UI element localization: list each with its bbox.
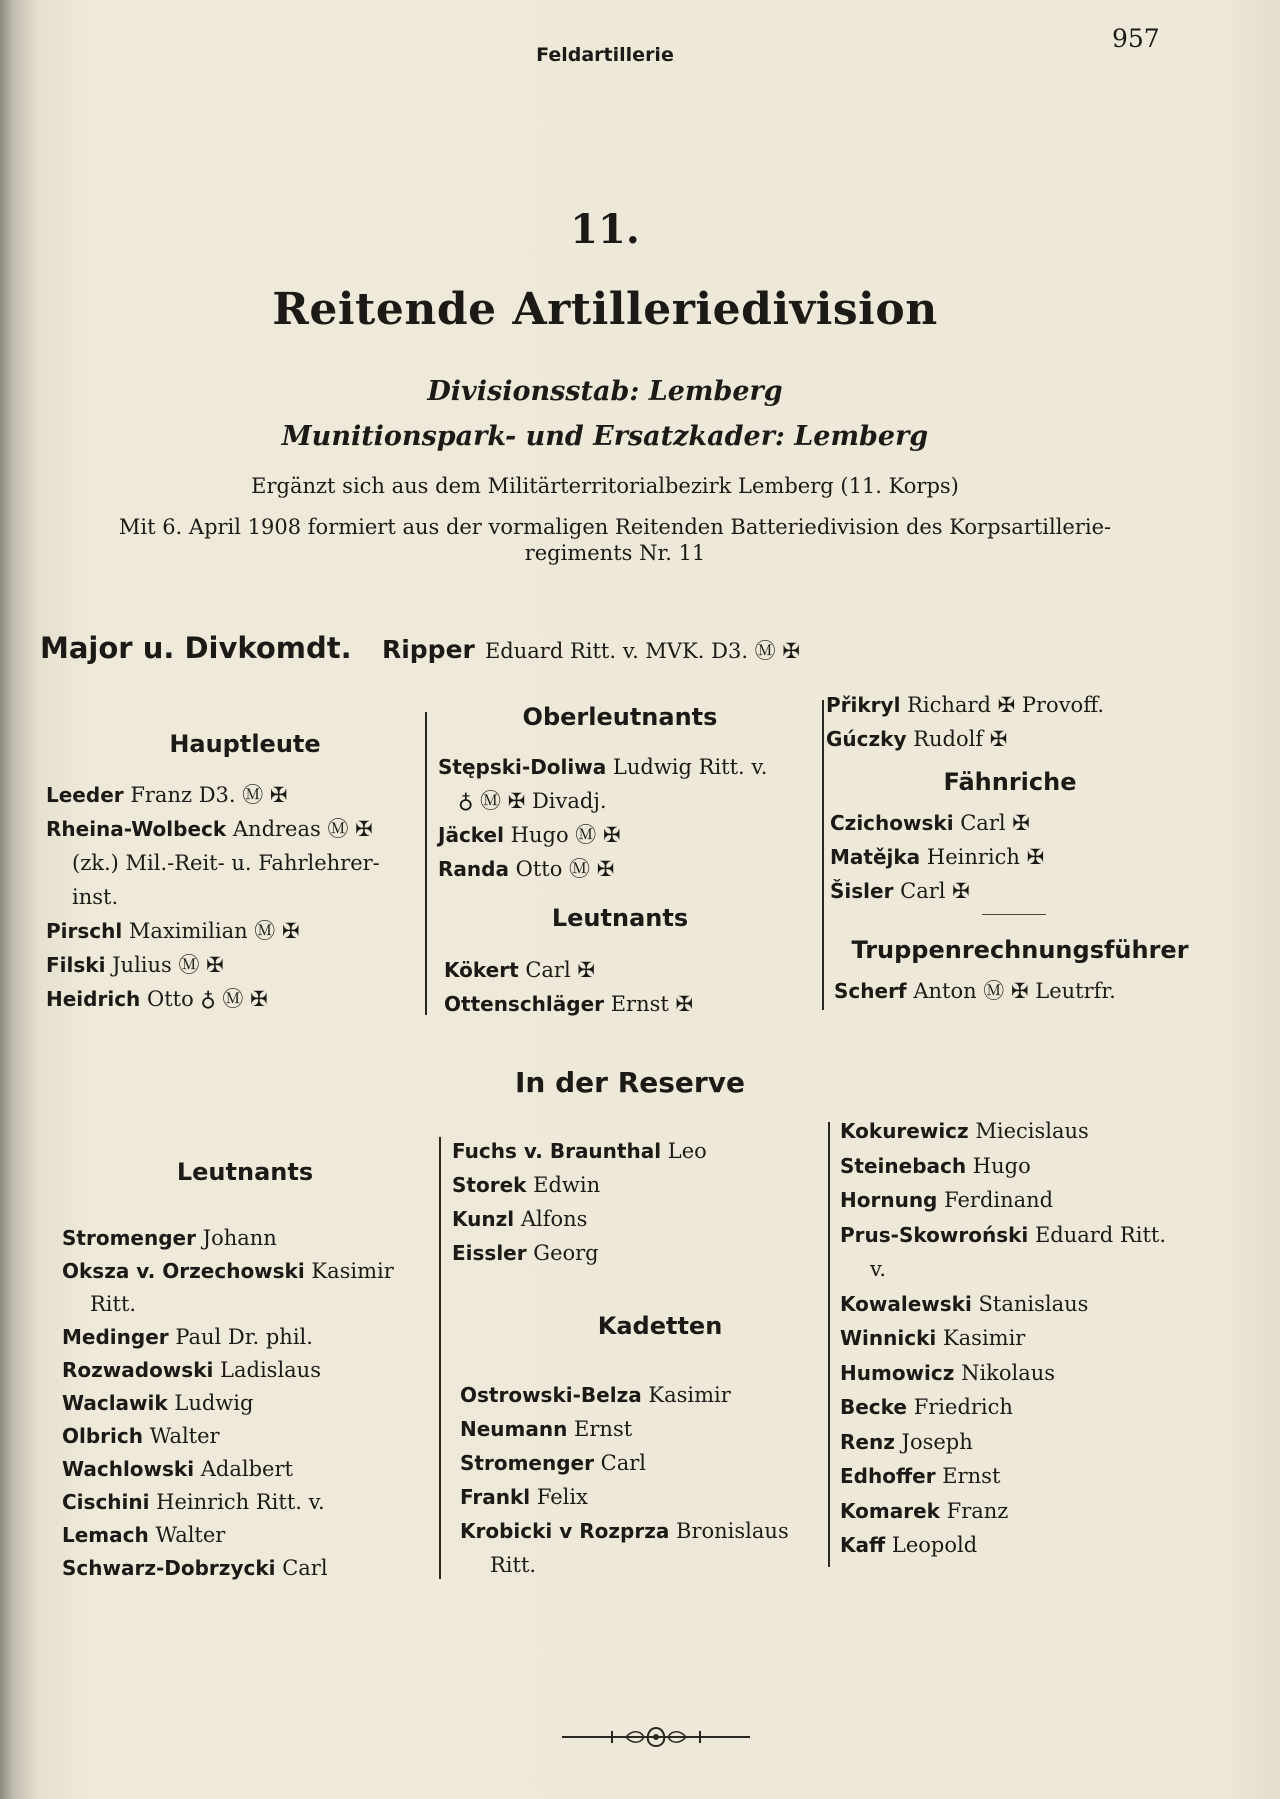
list-item: Hornung Ferdinand xyxy=(840,1188,1054,1212)
list-item: Ostrowski-Belza Kasimir xyxy=(460,1383,731,1407)
list-item: Edhoffer Ernst xyxy=(840,1464,1001,1488)
list-item: Rozwadowski Ladislaus xyxy=(62,1358,321,1382)
formation-note-line-1: Mit 6. April 1908 formiert aus der vormaligen Reitenden Batteriedivision des Korpsartillerie- xyxy=(118,515,1112,539)
list-item: Czichowski Carl ✠ xyxy=(830,811,1030,835)
list-reserve-leutnants xyxy=(62,1222,394,1585)
list-item: Přikryl Richard ✠ Provoff. xyxy=(826,693,1105,717)
list-item: Schwarz-Dobrzycki Carl xyxy=(62,1556,328,1580)
list-item: Kunzl Alfons xyxy=(452,1207,588,1231)
section-heading-fahnriche: Fähnriche xyxy=(943,768,1077,796)
list-item: Frankl Felix xyxy=(460,1485,588,1509)
list-item: Ottenschläger Ernst ✠ xyxy=(444,992,694,1016)
list-oberleutnants xyxy=(438,750,767,886)
list-item: Ritt. xyxy=(90,1292,137,1316)
recruitment-district: Ergänzt sich aus dem Militärterritorialbezirk Lemberg (11. Korps) xyxy=(251,474,959,498)
list-item: Filski Julius Ⓜ ✠ xyxy=(46,953,224,977)
section-heading-leutnants: Leutnants xyxy=(551,904,689,932)
list-item: v. xyxy=(870,1257,887,1281)
page-number: 957 xyxy=(1112,24,1160,53)
division-staff-location: Divisionsstab: Lemberg xyxy=(427,376,783,407)
commander-rank: Major u. Divkomdt. xyxy=(40,631,352,665)
list-item: Rheina-Wolbeck Andreas Ⓜ ✠ xyxy=(46,817,373,841)
list-item: Matějka Heinrich ✠ xyxy=(830,845,1045,869)
column-divider xyxy=(425,712,427,1015)
column-divider xyxy=(828,1122,830,1567)
list-item: Randa Otto Ⓜ ✠ xyxy=(438,857,615,881)
section-heading-oberleutnants: Oberleutnants xyxy=(522,703,718,731)
list-truppenrechnungsfuhrer xyxy=(834,974,1116,1008)
divider-rule xyxy=(982,914,1046,915)
list-item: inst. xyxy=(72,885,119,909)
list-item: Medinger Paul Dr. phil. xyxy=(62,1325,313,1349)
list-item: Lemach Walter xyxy=(62,1523,226,1547)
list-item: Krobicki v Rozprza Bronislaus xyxy=(460,1519,789,1543)
formation-note xyxy=(40,514,1190,566)
end-ornament xyxy=(560,1722,752,1752)
column-divider xyxy=(822,700,824,1010)
list-item: Neumann Ernst xyxy=(460,1417,633,1441)
list-col3-officers xyxy=(826,688,1104,756)
list-fahnriche xyxy=(830,806,1044,908)
list-item: Ritt. xyxy=(490,1553,537,1577)
list-reserve-col2 xyxy=(452,1134,707,1270)
section-heading-kadetten: Kadetten xyxy=(597,1312,723,1340)
list-item: Kaff Leopold xyxy=(840,1533,978,1557)
list-item: Fuchs v. Braunthal Leo xyxy=(452,1139,707,1163)
munition-park-location: Munitionspark- und Ersatzkader: Lemberg xyxy=(281,421,929,452)
list-leutnants xyxy=(444,953,693,1021)
list-item: Kowalewski Stanislaus xyxy=(840,1291,1089,1316)
running-head: Feldartillerie xyxy=(536,44,674,66)
list-item: Waclawik Ludwig xyxy=(62,1391,254,1415)
section-heading-truppenrechnungsfuhrer: Truppenrechnungsführer xyxy=(851,936,1189,964)
section-heading-reserve: In der Reserve xyxy=(515,1066,745,1099)
list-item: Gúczky Rudolf ✠ xyxy=(826,727,1008,751)
list-item: Pirschl Maximilian Ⓜ ✠ xyxy=(46,919,300,943)
section-heading-reserve-leutnants: Leutnants xyxy=(176,1158,314,1186)
list-item: Šisler Carl ✠ xyxy=(830,879,970,903)
list-item: Heidrich Otto ♁ Ⓜ ✠ xyxy=(46,987,268,1011)
list-item: Humowicz Nikolaus xyxy=(840,1360,1056,1385)
list-item: Renz Joseph xyxy=(840,1429,973,1454)
list-item: Olbrich Walter xyxy=(62,1424,220,1448)
commander-surname: Ripper xyxy=(381,635,475,664)
list-item: ♁ Ⓜ ✠ Divadj. xyxy=(458,789,607,813)
list-item: Becke Friedrich xyxy=(840,1395,1013,1419)
list-item: (zk.) Mil.-Reit- u. Fahrlehrer- xyxy=(72,851,380,875)
list-reserve-col3 xyxy=(840,1114,1166,1563)
list-item: Kökert Carl ✠ xyxy=(444,958,595,982)
list-item: Scherf Anton Ⓜ ✠ Leutrfr. xyxy=(834,979,1116,1003)
list-item: Oksza v. Orzechowski Kasimir xyxy=(62,1259,394,1283)
list-item: Cischini Heinrich Ritt. v. xyxy=(62,1490,325,1514)
list-kadetten xyxy=(460,1378,789,1582)
list-item: Stromenger Carl xyxy=(460,1451,646,1475)
commander-line xyxy=(40,631,800,665)
section-heading-hauptleute: Hauptleute xyxy=(169,730,321,758)
division-title: Reitende Artilleriedivision xyxy=(272,284,938,335)
list-item: Prus-Skowroński Eduard Ritt. xyxy=(840,1222,1167,1247)
division-number: 11. xyxy=(570,206,640,253)
list-item: Steinebach Hugo xyxy=(840,1153,1031,1178)
list-item: Winnicki Kasimir xyxy=(840,1326,1026,1350)
list-item: Kokurewicz Miecislaus xyxy=(840,1119,1089,1143)
formation-note-line-2: regiments Nr. 11 xyxy=(524,541,706,565)
list-item: Komarek Franz xyxy=(840,1498,1009,1523)
list-item: Leeder Franz D3. Ⓜ ✠ xyxy=(46,783,288,807)
list-item: Wachlowski Adalbert xyxy=(62,1457,293,1481)
list-item: Jäckel Hugo Ⓜ ✠ xyxy=(438,823,621,847)
list-hauptleute xyxy=(46,778,380,1016)
commander-details: Eduard Ritt. v. MVK. D3. Ⓜ ✠ xyxy=(484,639,800,663)
list-item: Eissler Georg xyxy=(452,1241,599,1265)
list-item: Storek Edwin xyxy=(452,1173,601,1197)
list-item: Stromenger Johann xyxy=(62,1226,277,1250)
list-item: Stępski-Doliwa Ludwig Ritt. v. xyxy=(438,755,768,779)
column-divider xyxy=(439,1137,441,1579)
